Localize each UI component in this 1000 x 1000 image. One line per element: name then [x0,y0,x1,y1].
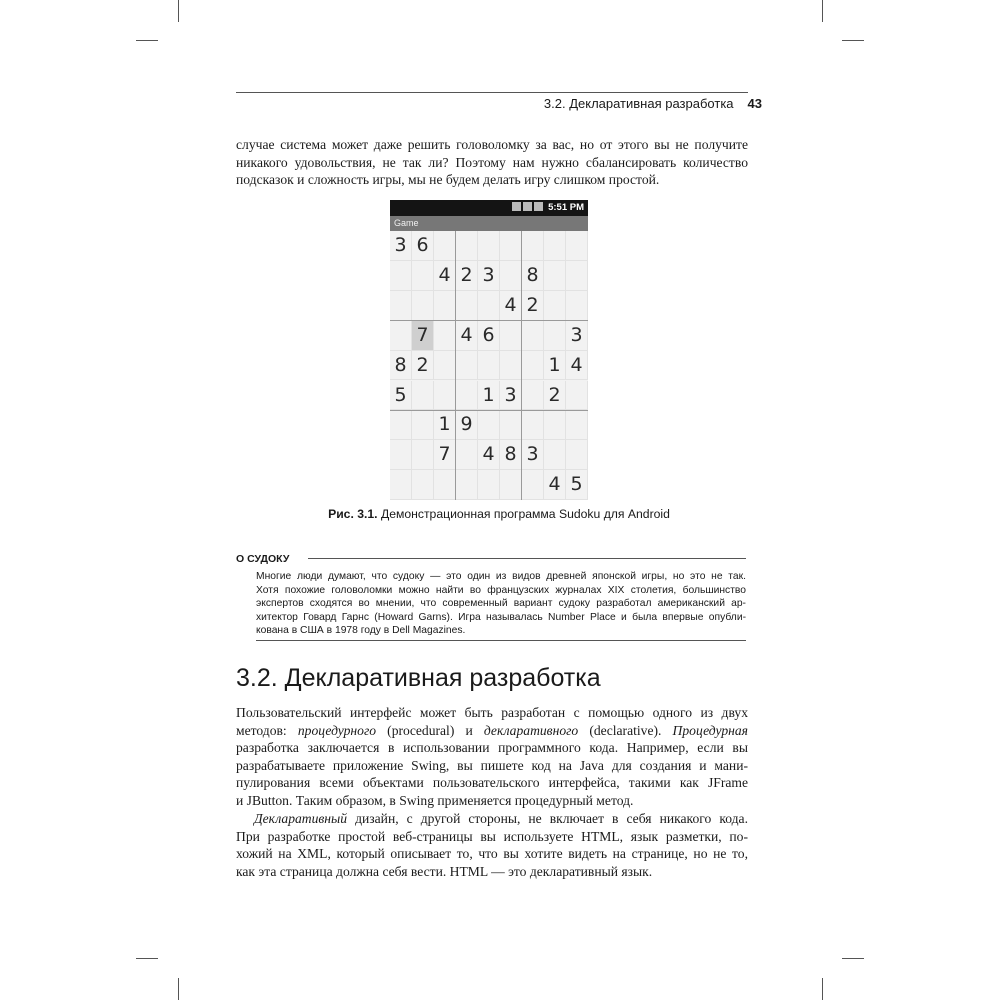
sudoku-cell[interactable] [500,231,522,261]
app-title-bar [390,216,588,231]
sudoku-cell[interactable] [544,440,566,470]
emphasis: процедурного [297,722,377,738]
sudoku-cell[interactable]: 2 [522,291,544,321]
sudoku-cell[interactable] [478,470,500,500]
sudoku-cell[interactable] [434,470,456,500]
sudoku-cell[interactable] [544,291,566,321]
sudoku-cell[interactable] [478,351,500,381]
sudoku-cell[interactable] [456,381,478,411]
sudoku-cell[interactable] [522,231,544,261]
sudoku-cell[interactable] [522,381,544,411]
sudoku-cell[interactable] [544,261,566,291]
intro-paragraph [236,136,748,189]
app-title: Game [394,218,419,228]
sudoku-cell[interactable] [412,440,434,470]
crop-mark [178,978,179,1000]
sidebar-line: Хотя похожие головоломки можно найти во французских журналах XIX столетия, большинство [256,584,746,596]
figure-caption [236,506,762,522]
crop-mark [842,40,864,41]
page-number: 43 [747,96,762,111]
sudoku-cell[interactable]: 6 [412,231,434,261]
sudoku-cell[interactable]: 4 [566,351,588,381]
section-heading: 3.2. Декларативная разработка [236,664,601,692]
sudoku-cell[interactable] [566,410,588,440]
sudoku-cell[interactable]: 4 [544,470,566,500]
text-line: При разработке простой веб-страницы вы используете HTML, язык разметки, по- [236,828,748,844]
crop-mark [822,978,823,1000]
sidebar-title: О СУДОКУ [236,553,290,565]
sudoku-cell[interactable] [544,321,566,351]
sudoku-cell[interactable] [522,410,544,440]
sudoku-cell[interactable] [522,321,544,351]
sudoku-cell[interactable] [500,261,522,291]
signal-icon [523,202,532,211]
sudoku-cell[interactable] [390,261,412,291]
sudoku-cell[interactable] [456,440,478,470]
sudoku-cell[interactable]: 7 [434,440,456,470]
sudoku-cell[interactable] [566,291,588,321]
sudoku-cell[interactable] [390,440,412,470]
text-line [236,810,748,828]
text-line: и JButton. Таким образом, в Swing применяется процедурный метод. [236,792,634,808]
sudoku-cell[interactable] [456,470,478,500]
sudoku-cell[interactable] [544,410,566,440]
sudoku-cell[interactable] [434,231,456,261]
text-line: хожий на XML, который описывает то, что вы хотите видеть на странице, но не то, [236,846,748,862]
sudoku-cell[interactable]: 3 [500,381,522,411]
figure-caption-text: Демонстрационная программа Sudoku для Android [377,507,670,521]
sudoku-cell[interactable]: 1 [434,410,456,440]
sidebar-line: Многие люди думают, что судоку — это один из видов древней японской игры, но это не так. [256,571,746,582]
sudoku-cell[interactable]: 8 [500,440,522,470]
running-head [236,95,762,113]
sudoku-cell[interactable] [390,291,412,321]
box-divider [390,410,588,411]
sudoku-cell[interactable] [500,321,522,351]
battery-icon [534,202,543,211]
emphasis: декларативного [483,722,579,738]
sudoku-cell[interactable]: 3 [566,321,588,351]
sudoku-cell[interactable] [500,351,522,381]
sudoku-cell[interactable]: 4 [456,321,478,351]
sudoku-cell[interactable] [434,291,456,321]
sudoku-cell[interactable] [412,291,434,321]
crop-mark [136,40,158,41]
text-line: разрабатываете приложение Swing, вы пишете код на Java для создания и мани- [236,757,748,773]
figure-label: Рис. 3.1. [328,507,378,521]
text-run: (declarative). [578,722,673,738]
crop-mark [822,0,823,22]
sidebar-line: кована в США в 1978 году в Dell Magazines. [256,625,466,637]
sudoku-cell[interactable]: 2 [412,351,434,381]
sudoku-cell[interactable] [522,470,544,500]
text-run: методов: [236,722,298,738]
sudoku-cell[interactable] [478,410,500,440]
sudoku-cell[interactable]: 7 [412,321,434,351]
header-rule [236,92,748,93]
sudoku-cell[interactable]: 8 [522,261,544,291]
sudoku-cell[interactable]: 1 [478,381,500,411]
crop-mark [842,958,864,959]
sudoku-cell[interactable] [456,231,478,261]
text-line: как эта страница должна себя вести. HTML — это декларативный язык. [236,863,653,879]
sudoku-cell[interactable]: 2 [456,261,478,291]
sudoku-cell[interactable] [566,231,588,261]
sudoku-cell[interactable] [456,291,478,321]
sudoku-board[interactable] [390,231,588,500]
sudoku-cell[interactable] [412,261,434,291]
body-paragraph [236,810,748,880]
sudoku-cell[interactable]: 5 [566,470,588,500]
sudoku-cell[interactable]: 6 [478,321,500,351]
sudoku-cell[interactable]: 4 [478,440,500,470]
sidebar-body [256,570,746,638]
sudoku-cell[interactable] [456,351,478,381]
text-line [236,722,748,740]
sudoku-cell[interactable] [412,470,434,500]
sudoku-cell[interactable]: 3 [522,440,544,470]
sudoku-cell[interactable] [500,410,522,440]
box-divider [390,320,588,321]
sudoku-cell[interactable]: 2 [544,381,566,411]
sudoku-cell[interactable] [390,410,412,440]
sudoku-cell[interactable] [434,321,456,351]
sudoku-cell[interactable] [478,231,500,261]
sudoku-cell[interactable]: 8 [390,351,412,381]
sudoku-cell[interactable] [434,381,456,411]
sudoku-cell[interactable]: 3 [478,261,500,291]
sudoku-cell[interactable] [412,381,434,411]
sudoku-cell[interactable] [544,231,566,261]
text-line: подсказок и сложность игры, мы не будем делать игру слишком простой. [236,172,660,188]
sudoku-cell[interactable]: 4 [500,291,522,321]
sudoku-cell[interactable] [500,470,522,500]
sudoku-cell[interactable]: 1 [544,351,566,381]
sudoku-cell[interactable]: 5 [390,381,412,411]
network-icon [512,202,521,211]
box-divider [521,231,522,500]
text-line: разработка заключается в использовании программного кода. Например, если вы [236,740,748,756]
sudoku-screenshot [390,200,588,500]
sudoku-cell[interactable] [566,261,588,291]
sidebar-rule [308,558,746,559]
sudoku-cell[interactable] [412,410,434,440]
sudoku-cell[interactable] [434,351,456,381]
text-run: (procedural) и [376,722,484,738]
sudoku-cell[interactable]: 4 [434,261,456,291]
running-head-title: 3.2. Декларативная разработка [543,96,734,111]
sudoku-cell[interactable] [390,470,412,500]
sudoku-cell[interactable] [390,321,412,351]
text-run: дизайн, с другой стороны, не включает в себя никакого кода. [347,811,748,826]
emphasis: Декларативный [254,811,348,826]
sudoku-cell[interactable] [566,440,588,470]
crop-mark [136,958,158,959]
crop-mark [178,0,179,22]
sidebar-line: хитектор Говард Гарнс (Howard Garns). Игра называлась Number Place и была впервые опубли- [256,611,746,623]
sidebar-bottom-rule [256,640,746,641]
sudoku-cell[interactable] [522,351,544,381]
sudoku-cell[interactable] [478,291,500,321]
sudoku-cell[interactable]: 3 [390,231,412,261]
sidebar-line: экспертов сходятся во мнении, что современный вариант судоку разработал американский ар- [256,598,746,610]
text-line: случае система может даже решить головоломку за вас, но от этого вы не получите [236,137,748,152]
sudoku-cell[interactable] [566,381,588,411]
status-bar [390,200,588,216]
text-line: никакого удовольствия, не так ли? Поэтому нам нужно сбалансировать количество [236,154,748,170]
sudoku-cell[interactable]: 9 [456,410,478,440]
text-line: пулирования всеми объектами пользовательского интерфейса, такими как JFrame [236,775,748,791]
status-time: 5:51 PM [548,202,584,213]
body-paragraph [236,704,748,810]
text-line: Пользовательский интерфейс может быть разработан с помощью одного из двух [236,705,748,720]
box-divider [455,231,456,500]
emphasis: Процедурная [672,722,748,738]
